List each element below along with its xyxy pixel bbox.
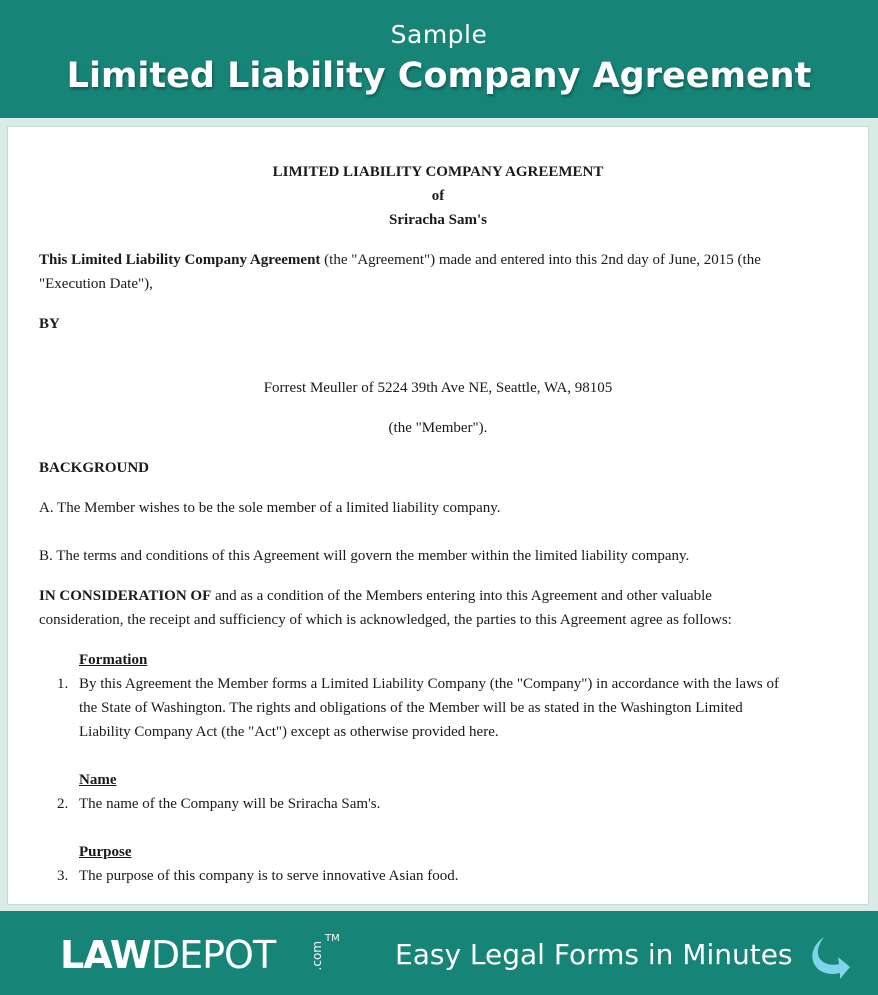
consideration-line1: [39, 584, 712, 608]
background-a: A. The Member wishes to be the sole member of a limited liability company.: [39, 500, 501, 516]
section-heading-formation: Formation: [79, 652, 148, 668]
section-number-3: 3.: [57, 868, 69, 884]
section-number-2: 2.: [57, 796, 69, 812]
consideration-line2: consideration, the receipt and sufficiency of which is acknowledged, the parties to this Agreement agree as follows:: [39, 612, 732, 628]
consideration-rest: and as a condition of the Members entering into this Agreement and other valuable: [211, 588, 712, 604]
section-number-1: 1.: [57, 676, 69, 692]
background-b: B. The terms and conditions of this Agreement will govern the member within the limited liability company.: [39, 548, 690, 564]
doc-heading-line2: of: [431, 188, 445, 204]
logo-law: LAW: [60, 933, 151, 977]
section-1-line1: By this Agreement the Member forms a Limited Liability Company (the "Company") in accordance with the laws of: [79, 676, 779, 692]
consideration-bold: IN CONSIDERATION OF: [39, 588, 212, 604]
member-line: Forrest Meuller of 5224 39th Ave NE, Seattle, WA, 98105: [263, 380, 613, 396]
footer-tagline: Easy Legal Forms in Minutes: [395, 938, 793, 971]
sample-label: Sample: [390, 20, 488, 49]
doc-heading-line1: LIMITED LIABILITY COMPANY AGREEMENT: [272, 164, 604, 180]
intro-bold: This Limited Liability Company Agreement: [39, 252, 321, 268]
doc-heading-line3: Sriracha Sam's: [389, 212, 487, 228]
by-label: BY: [39, 316, 60, 332]
intro-rest: (the "Agreement") made and entered into this 2nd day of June, 2015 (the: [320, 252, 761, 268]
member-definition: (the "Member").: [388, 420, 488, 436]
section-heading-purpose: Purpose: [79, 844, 132, 860]
document-page: [7, 126, 869, 905]
section-3-line1: The purpose of this company is to serve innovative Asian food.: [79, 868, 459, 884]
logo-dotcom: .com: [310, 941, 324, 971]
lawdepot-logo[interactable]: [60, 933, 340, 979]
section-2-line1: The name of the Company will be Sriracha Sam's.: [79, 796, 381, 812]
curved-arrow-icon: [802, 933, 852, 981]
intro-paragraph-line1: [39, 248, 761, 272]
logo-depot: DEPOT: [150, 933, 276, 977]
footer-banner: [0, 911, 878, 995]
section-1-line2: the State of Washington. The rights and obligations of the Member will be as stated in the Washington Limited: [79, 700, 743, 716]
header-banner: [0, 0, 878, 118]
intro-paragraph-line2: "Execution Date"),: [39, 276, 153, 292]
background-label: BACKGROUND: [39, 460, 150, 476]
document-frame: [0, 118, 878, 911]
logo-trademark: TM: [325, 933, 340, 944]
section-heading-name: Name: [79, 772, 117, 788]
section-1-line3: Liability Company Act (the "Act") except as otherwise provided here.: [79, 724, 499, 740]
page-title: Limited Liability Company Agreement: [66, 56, 812, 96]
